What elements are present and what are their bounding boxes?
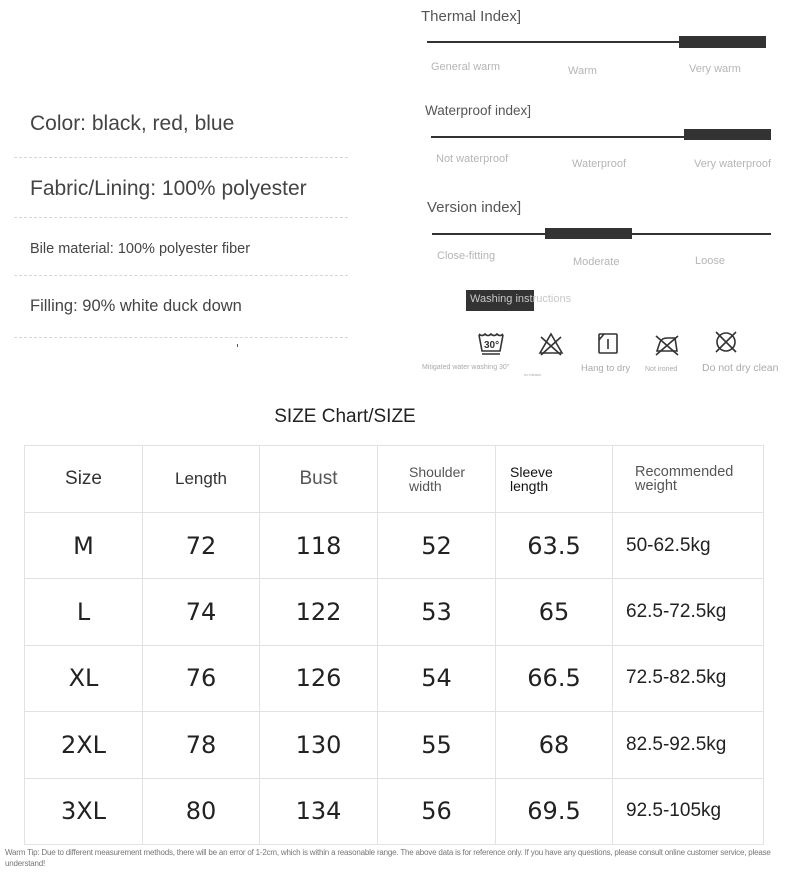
version-label-loose: Loose: [695, 255, 725, 267]
cell-shoulder: 52: [378, 513, 496, 579]
cell-size: 3XL: [25, 778, 143, 844]
cell-sleeve: 63.5: [496, 513, 613, 579]
waterproof-index-title: Waterproof index]: [425, 103, 532, 118]
cell-size: XL: [25, 645, 143, 711]
thermal-label-general-warm: General warm: [431, 61, 501, 73]
no-iron-icon: [653, 331, 681, 357]
info-fabric: Fabric/Lining: 100% polyester: [30, 177, 307, 200]
cell-weight: 50-62.5kg: [613, 513, 764, 579]
no-bleach-icon: [537, 331, 565, 357]
thermal-index-title: Thermal Index]: [421, 8, 522, 25]
cell-bust: 118: [260, 513, 378, 579]
info-filling-row: [14, 276, 348, 338]
cell-length: 74: [143, 579, 260, 645]
cell-size: L: [25, 579, 143, 645]
no-dry-clean-label: Do not dry clean: [702, 362, 779, 374]
hang-dry-icon: [594, 331, 622, 357]
svg-text:30°: 30°: [484, 340, 500, 351]
info-filling: Filling: 90% white duck down: [30, 297, 242, 315]
thermal-label-warm: Warm: [568, 65, 597, 77]
header-sleeve-length: Sleeve length: [496, 446, 613, 513]
header-size: Size: [25, 446, 143, 513]
warm-tip: Warm Tip: Due to different measurement methods, there will be an error of 1-2cm, which is within a reasonable range. The above data is for reference only. If you have any questions, please consult online customer service, please understand!: [5, 848, 771, 868]
cell-length: 78: [143, 712, 260, 778]
table-row: [25, 712, 764, 778]
waterproof-label-very: Very waterproof: [694, 158, 772, 170]
table-row: [25, 579, 764, 645]
table-header-row: [25, 446, 764, 513]
cell-length: 72: [143, 513, 260, 579]
cell-shoulder: 55: [378, 712, 496, 778]
wash-30-icon: [477, 331, 505, 357]
cell-weight: 92.5-105kg: [613, 778, 764, 844]
version-label-close-fitting: Close-fitting: [437, 250, 496, 262]
thermal-label-very-warm: Very warm: [689, 63, 741, 75]
cell-sleeve: 68: [496, 712, 613, 778]
waterproof-label-waterproof: Waterproof: [572, 158, 627, 170]
cell-size: 2XL: [25, 712, 143, 778]
version-index-indicator: [545, 228, 632, 239]
header-recommended-weight: Recommended weight: [613, 446, 764, 513]
stray-mark: [237, 344, 238, 347]
cell-sleeve: 69.5: [496, 778, 613, 844]
thermal-index-indicator: [679, 36, 766, 48]
cell-weight: 72.5-82.5kg: [613, 645, 764, 711]
info-color-row: [14, 100, 348, 158]
cell-bust: 126: [260, 645, 378, 711]
cell-sleeve: 65: [496, 579, 613, 645]
size-chart-title: SIZE Chart/SIZE: [274, 406, 416, 427]
cell-bust: 134: [260, 778, 378, 844]
no-bleach-label: no bleach: [524, 372, 542, 377]
cell-weight: 62.5-72.5kg: [613, 579, 764, 645]
size-table: [24, 445, 764, 845]
cell-bust: 130: [260, 712, 378, 778]
table-row: [25, 513, 764, 579]
cell-shoulder: 56: [378, 778, 496, 844]
header-shoulder-width: Shoulder width: [378, 446, 496, 513]
header-length: Length: [143, 446, 260, 513]
table-row: [25, 645, 764, 711]
cell-weight: 82.5-92.5kg: [613, 712, 764, 778]
cell-length: 80: [143, 778, 260, 844]
waterproof-label-not: Not waterproof: [436, 153, 509, 165]
hang-dry-label: Hang to dry: [581, 363, 631, 374]
waterproof-index-indicator: [684, 129, 771, 140]
info-bile: Bile material: 100% polyester fiber: [30, 241, 251, 257]
cell-shoulder: 54: [378, 645, 496, 711]
cell-bust: 122: [260, 579, 378, 645]
info-bile-row: [14, 218, 348, 276]
table-row: [25, 778, 764, 844]
cell-shoulder: 53: [378, 579, 496, 645]
info-fabric-row: [14, 158, 348, 218]
cell-size: M: [25, 513, 143, 579]
washing-title: Washing instructions: [470, 293, 572, 305]
wash-30-label: Mitigated water washing 30°: [422, 364, 510, 371]
cell-sleeve: 66.5: [496, 645, 613, 711]
info-color: Color: black, red, blue: [30, 112, 235, 135]
no-iron-label: Not ironed: [645, 366, 678, 373]
cell-length: 76: [143, 645, 260, 711]
no-dry-clean-icon: [712, 329, 740, 355]
version-label-moderate: Moderate: [573, 256, 620, 268]
header-bust: Bust: [260, 446, 378, 513]
version-index-title: Version index]: [427, 199, 522, 216]
